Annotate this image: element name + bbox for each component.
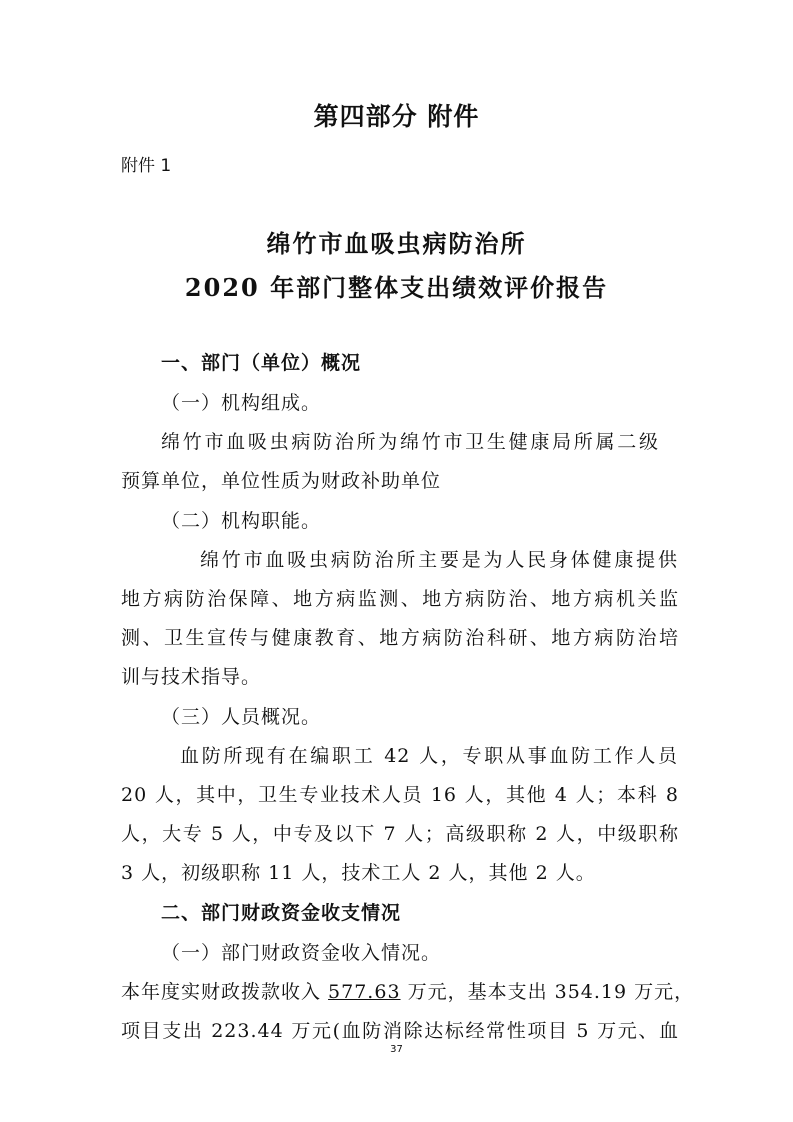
paragraph-line: 训与技术指导。 [121,666,262,688]
paragraph-line: 绵竹市血吸虫病防治所为绵竹市卫生健康局所属二级 [161,431,659,453]
income-text-pre: 本年度实财政拨款收入 [121,981,329,1003]
annex-label: 附件 1 [121,156,172,176]
paragraph-line: 3 人，初级职称 11 人，技术工人 2 人，其他 2 人。 [121,862,596,884]
page-number: 37 [390,1044,403,1055]
income-text-post: 万元，基本支出 354.19 万元， [400,981,695,1003]
subheading-income: （一）部门财政资金收入情况。 [161,942,442,964]
income-amount: 577.63 [328,981,401,1003]
subheading-functions: （二）机构职能。 [161,510,322,532]
paragraph-line: 血防所现有在编职工 42 人，专职从事血防工作人员 [180,745,678,767]
subheading-personnel: （三）人员概况。 [161,706,322,728]
section-heading-2: 二、部门财政资金收支情况 [161,902,402,924]
paragraph-line: 项目支出 223.44 万元(血防消除达标经常性项目 5 万元、血 [121,1020,679,1042]
paragraph-line: 测、卫生宣传与健康教育、地方病防治科研、地方病防治培 [121,627,679,649]
paragraph-line-income [121,977,695,1004]
report-title-line-1: 绵竹市血吸虫病防治所 [266,229,527,258]
paragraph-line: 20 人，其中，卫生专业技术人员 16 人，其他 4 人；本科 8 [121,784,679,806]
paragraph-line: 人，大专 5 人，中专及以下 7 人；高级职称 2 人，中级职称 [121,823,679,845]
paragraph-line: 预算单位，单位性质为财政补助单位 [121,470,442,492]
report-title-line-2: 2020 年部门整体支出绩效评价报告 [184,273,609,302]
part-title: 第四部分 附件 [313,102,480,131]
subheading-organization: （一）机构组成。 [161,392,322,414]
paragraph-line: 地方病防治保障、地方病监测、地方病防治、地方病机关监 [121,588,679,610]
section-heading-1: 一、部门（单位）概况 [161,352,362,374]
paragraph-line: 绵竹市血吸虫病防治所主要是为人民身体健康提供 [200,549,678,571]
